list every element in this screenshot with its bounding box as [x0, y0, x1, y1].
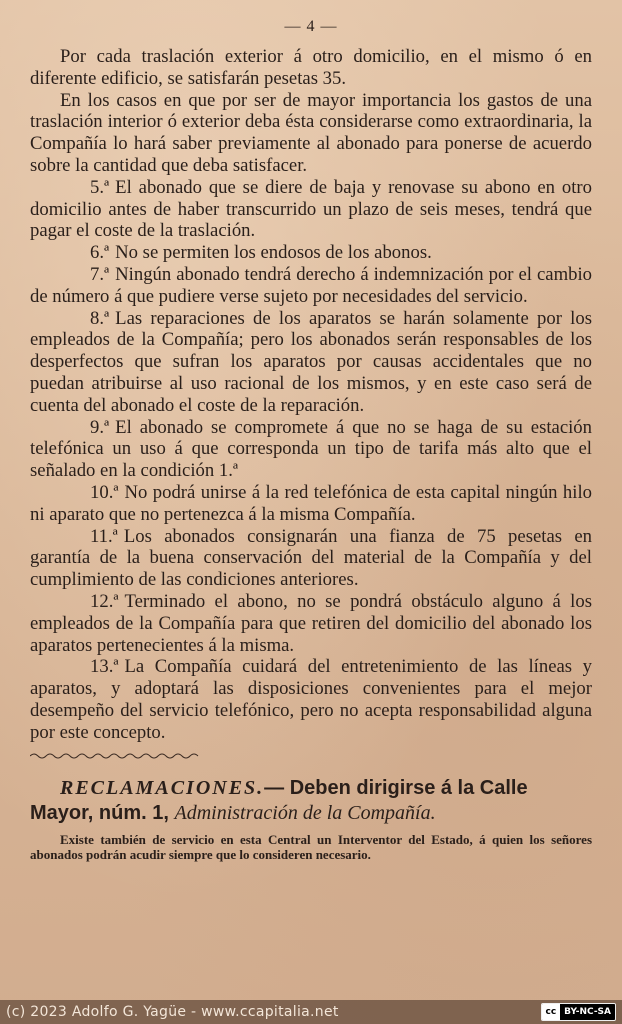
license-label: BY-NC-SA: [560, 1004, 615, 1020]
watermark-text: (c) 2023 Adolfo G. Yagüe - www.ccapitalia.net: [6, 1004, 339, 1020]
condition-number: 13.ª: [90, 656, 119, 678]
watermark-bar: [0, 1000, 622, 1024]
condition-paragraph: [30, 417, 592, 482]
condition-number: 12.ª: [90, 590, 119, 612]
cc-icon: cc: [542, 1004, 561, 1020]
reclamaciones-title: RECLAMACIONES.: [60, 776, 265, 799]
conditions-text: [30, 46, 592, 744]
condition-text: Los abonados consignarán una fianza de 75 pesetas en garantía de la buena conservación del material de la Compañía y del cumplimiento de las condiciones anteriores.: [30, 525, 592, 591]
condition-text: La Compañía cuidará del entretenimiento de las líneas y aparatos, y adoptará las disposiciones convenientes para el mejor desempeño del servicio telefónico, pero no acepta responsabilidad alguna por este concepto.: [30, 656, 592, 743]
condition-number: 7.ª: [90, 263, 110, 285]
condition-text: Terminado el abono, no se pondrá obstáculo alguno á los empleados de la Compañía para que retiren del domicilio del abonado los aparatos pertenecientes á la misma.: [30, 590, 592, 656]
condition-number: 10.ª: [90, 481, 119, 503]
condition-number: 5.ª: [90, 176, 110, 198]
page-number: — 4 —: [284, 18, 338, 35]
condition-number: 11.ª: [90, 525, 118, 547]
condition-paragraph: [30, 591, 592, 656]
condition-text: En los casos en que por ser de mayor importancia los gastos de una traslación interior ó exterior deba ésta considerarse como extraordinaria, la Compañía lo hará saber previamente al abonado para ponerse de acuerdo sobre la cantidad que deba satisfacer.: [30, 89, 592, 176]
condition-text: Ningún abonado tendrá derecho á indemnización por el cambio de número á que pudiere verse sujeto por necesidades del servicio.: [30, 263, 592, 307]
condition-paragraph: [30, 264, 592, 308]
condition-paragraph: [30, 46, 592, 90]
wavy-divider: [30, 752, 200, 760]
cc-license-badge: [541, 1003, 617, 1021]
condition-number: 6.ª: [90, 242, 110, 264]
condition-paragraph: [30, 177, 592, 242]
condition-paragraph: [30, 242, 592, 264]
condition-paragraph: [30, 90, 592, 177]
condition-text: No se permiten los endosos de los abonos.: [115, 242, 432, 264]
reclamaciones: [30, 776, 592, 826]
reclamaciones-text: — Deben dirigirse á la Calle Mayor, núm. 1,: [30, 776, 528, 824]
condition-text: No podrá unirse á la red telefónica de esta capital ningún hilo ni aparato que no pertenezca á la misma Compañía.: [30, 481, 592, 525]
condition-paragraph: [30, 308, 592, 417]
condition-paragraph: [30, 482, 592, 526]
condition-text: Las reparaciones de los aparatos se harán solamente por los empleados de la Compañía; pero los abonados serán responsables de los desperfectos que sufran los aparatos por causas accidentales que no puedan atribuirse al uso racional de los mismos, y en este caso será de cuenta del abonado el coste de la reparación.: [30, 307, 592, 416]
condition-number: 9.ª: [90, 416, 110, 438]
condition-text: El abonado se compromete á que no se haga de su estación telefónica un uso á que corresponda un tipo de tarifa más alto que el señalado en la condición 1.ª: [30, 416, 592, 482]
condition-text: Por cada traslación exterior á otro domicilio, en el mismo ó en diferente edificio, se satisfarán pesetas 35.: [30, 46, 592, 89]
condition-paragraph: [30, 526, 592, 591]
condition-number: 8.ª: [90, 307, 110, 329]
footnote: Existe también de servicio en esta Central un Interventor del Estado, á quien los señores abonados podrán acudir siempre que lo consideren necesario.: [30, 831, 592, 862]
condition-paragraph: [30, 656, 592, 743]
condition-text: El abonado que se diere de baja y renovase su abono en otro domicilio antes de haber transcurrido un plazo de seis meses, tendrá que pagar el coste de la traslación.: [30, 176, 592, 242]
reclamaciones-address: Administración de la Compañía.: [174, 801, 436, 824]
